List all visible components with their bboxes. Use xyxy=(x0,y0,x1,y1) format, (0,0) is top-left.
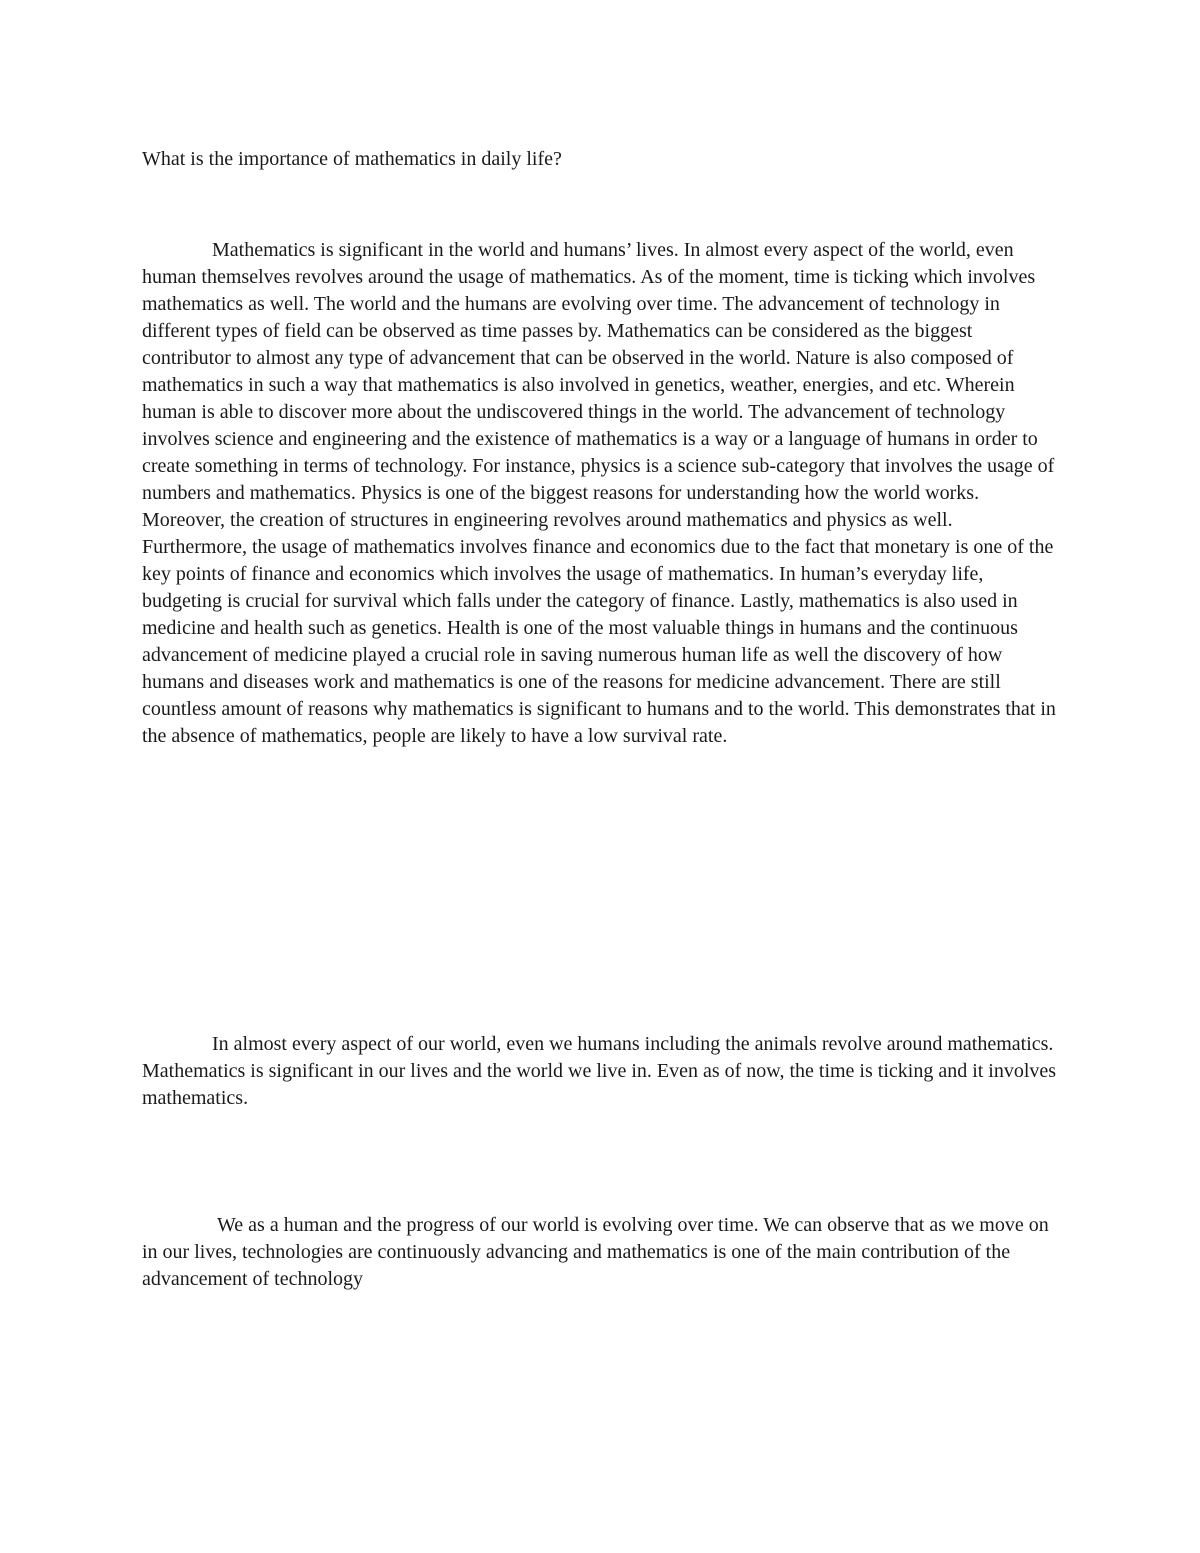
question-heading: What is the importance of mathematics in daily life? xyxy=(142,148,562,170)
body-paragraph-3: We as a human and the progress of our world is evolving over time. We can observe that as we move on in our lives, technologies are continuously advancing and mathematics is one of the main contribution of the advancement of technology xyxy=(142,1214,1049,1290)
body-paragraph-1: Mathematics is significant in the world and humans’ lives. In almost every aspect of the world, even human themselves revolves around the usage of mathematics. As of the moment, time is ticking which involves mathematics as well. The world and the humans are evolving over time. The advancement of technology in different types of field can be observed as time passes by. Mathematics can be considered as the biggest contributor to almost any type of advancement that can be observed in the world. Nature is also composed of mathematics in such a way that mathematics is also involved in genetics, weather, energies, and etc. Wherein human is able to discover more about the undiscovered things in the world. The advancement of technology involves science and engineering and the existence of mathematics is a way or a language of humans in order to create something in terms of technology. For instance, physics is a science sub-category that involves the usage of numbers and mathematics. Physics is one of the biggest reasons for understanding how the world works. Moreover, the creation of structures in engineering revolves around mathematics and physics as well. Furthermore, the usage of mathematics involves finance and economics due to the fact that monetary is one of the key points of finance and economics which involves the usage of mathematics. In human’s everyday life, budgeting is crucial for survival which falls under the category of finance. Lastly, mathematics is also used in medicine and health such as genetics. Health is one of the most valuable things in humans and the continuous advancement of medicine played a crucial role in saving numerous human life as well the discovery of how humans and diseases work and mathematics is one of the reasons for medicine advancement. There are still countless amount of reasons why mathematics is significant to humans and to the world. This demonstrates that in the absence of mathematics, people are likely to have a low survival rate. xyxy=(142,239,1056,747)
body-paragraph-2: In almost every aspect of our world, even we humans including the animals revolve around mathematics. Mathematics is significant in our lives and the world we live in. Even as of now, the time is ticking and it involves mathematics. xyxy=(142,1033,1057,1109)
